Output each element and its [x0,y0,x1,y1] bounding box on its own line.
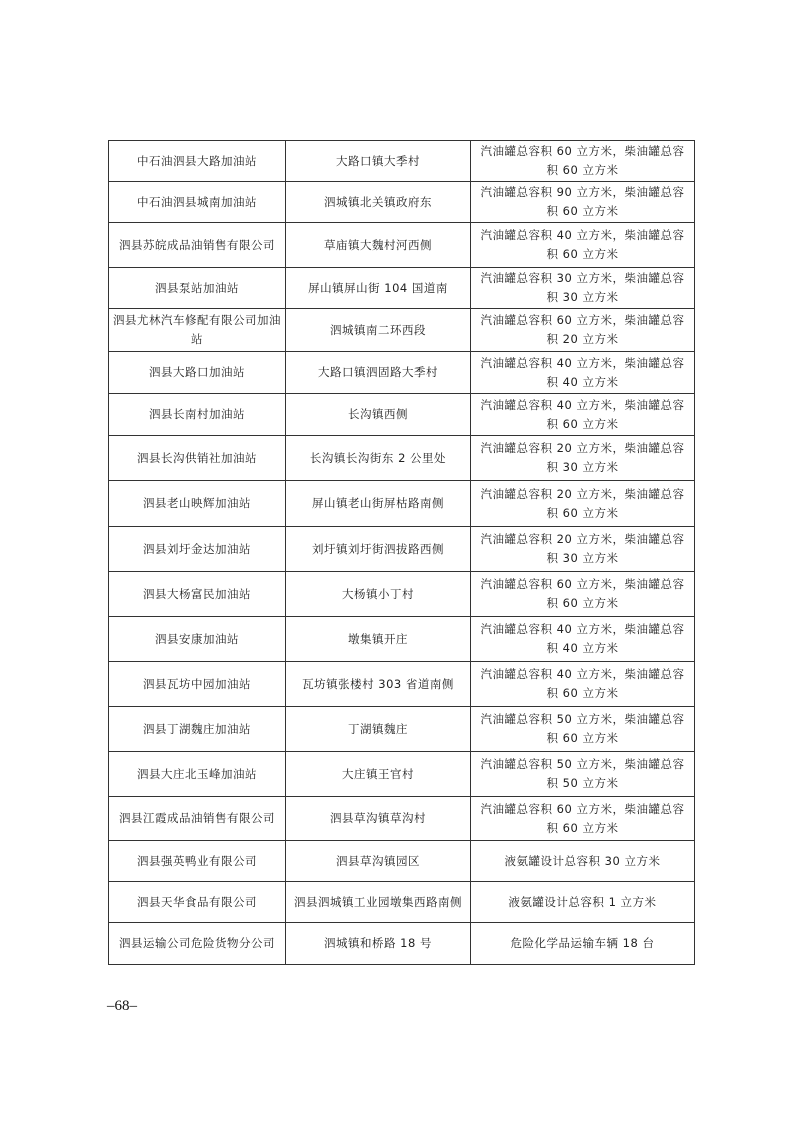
facility-name-cell: 泗县大杨富民加油站 [109,572,286,617]
table-row [109,841,695,882]
facility-location-cell: 大杨镇小丁村 [286,572,471,617]
facility-capacity-cell: 汽油罐总容积 40 立方米，柴油罐总容积 60 立方米 [471,662,695,707]
table-row [109,182,695,223]
facility-capacity-cell: 汽油罐总容积 40 立方米，柴油罐总容积 40 立方米 [471,352,695,394]
facility-table [108,140,695,965]
facility-capacity-cell: 汽油罐总容积 50 立方米，柴油罐总容积 60 立方米 [471,707,695,752]
facility-name-cell: 泗县江霞成品油销售有限公司 [109,797,286,841]
facility-capacity-cell: 汽油罐总容积 60 立方米，柴油罐总容积 60 立方米 [471,572,695,617]
facility-name-cell: 泗县瓦坊中园加油站 [109,662,286,707]
facility-location-cell: 刘圩镇刘圩街泗拔路西侧 [286,527,471,572]
table-row [109,752,695,797]
table-body [109,141,695,965]
facility-capacity-cell: 汽油罐总容积 90 立方米，柴油罐总容积 60 立方米 [471,182,695,223]
facility-location-cell: 泗城镇北关镇政府东 [286,182,471,223]
table-row [109,797,695,841]
facility-location-cell: 大路口镇泗固路大季村 [286,352,471,394]
table-row [109,707,695,752]
table-row [109,527,695,572]
facility-location-cell: 长沟镇长沟街东 2 公里处 [286,436,471,481]
facility-name-cell: 泗县大路口加油站 [109,352,286,394]
facility-name-cell: 泗县尤林汽车修配有限公司加油站 [109,309,286,352]
facility-name-cell: 泗县长南村加油站 [109,394,286,436]
table-row [109,309,695,352]
facility-capacity-cell: 汽油罐总容积 40 立方米，柴油罐总容积 60 立方米 [471,223,695,268]
facility-name-cell: 泗县强英鸭业有限公司 [109,841,286,882]
facility-name-cell: 泗县天华食品有限公司 [109,882,286,923]
table-row [109,617,695,662]
facility-capacity-cell: 汽油罐总容积 40 立方米，柴油罐总容积 60 立方米 [471,394,695,436]
table-row [109,882,695,923]
page-number: –68– [107,998,137,1014]
facility-capacity-cell: 汽油罐总容积 20 立方米，柴油罐总容积 30 立方米 [471,527,695,572]
facility-capacity-cell: 液氨罐设计总容积 1 立方米 [471,882,695,923]
facility-name-cell: 泗县老山映辉加油站 [109,481,286,527]
facility-capacity-cell: 汽油罐总容积 60 立方米，柴油罐总容积 20 立方米 [471,309,695,352]
table-row [109,481,695,527]
facility-location-cell: 屏山镇屏山街 104 国道南 [286,268,471,309]
facility-name-cell: 泗县丁湖魏庄加油站 [109,707,286,752]
facility-name-cell: 泗县苏皖成品油销售有限公司 [109,223,286,268]
table-row [109,141,695,182]
facility-capacity-cell: 汽油罐总容积 20 立方米，柴油罐总容积 60 立方米 [471,481,695,527]
facility-location-cell: 泗县草沟镇园区 [286,841,471,882]
facility-name-cell: 泗县泵站加油站 [109,268,286,309]
facility-capacity-cell: 汽油罐总容积 40 立方米，柴油罐总容积 40 立方米 [471,617,695,662]
facility-name-cell: 泗县长沟供销社加油站 [109,436,286,481]
facility-location-cell: 大路口镇大季村 [286,141,471,182]
facility-name-cell: 泗县刘圩金达加油站 [109,527,286,572]
table-row [109,662,695,707]
table-row [109,352,695,394]
facility-name-cell: 泗县运输公司危险货物分公司 [109,923,286,965]
facility-name-cell: 泗县安康加油站 [109,617,286,662]
facility-location-cell: 泗县草沟镇草沟村 [286,797,471,841]
facility-capacity-cell: 液氨罐设计总容积 30 立方米 [471,841,695,882]
facility-location-cell: 墩集镇开庄 [286,617,471,662]
facility-name-cell: 泗县大庄北玉峰加油站 [109,752,286,797]
table-row [109,223,695,268]
facility-location-cell: 瓦坊镇张楼村 303 省道南侧 [286,662,471,707]
facility-location-cell: 长沟镇西侧 [286,394,471,436]
facility-capacity-cell: 汽油罐总容积 60 立方米，柴油罐总容积 60 立方米 [471,141,695,182]
facility-name-cell: 中石油泗县大路加油站 [109,141,286,182]
facility-location-cell: 泗城镇和桥路 18 号 [286,923,471,965]
facility-location-cell: 草庙镇大魏村河西侧 [286,223,471,268]
facility-location-cell: 丁湖镇魏庄 [286,707,471,752]
facility-capacity-cell: 危险化学品运输车辆 18 台 [471,923,695,965]
facility-name-cell: 中石油泗县城南加油站 [109,182,286,223]
facility-capacity-cell: 汽油罐总容积 60 立方米，柴油罐总容积 60 立方米 [471,797,695,841]
facility-location-cell: 泗城镇南二环西段 [286,309,471,352]
table-row [109,923,695,965]
facility-capacity-cell: 汽油罐总容积 20 立方米，柴油罐总容积 30 立方米 [471,436,695,481]
facility-capacity-cell: 汽油罐总容积 50 立方米，柴油罐总容积 50 立方米 [471,752,695,797]
table-row [109,436,695,481]
facility-location-cell: 大庄镇王官村 [286,752,471,797]
facility-location-cell: 泗县泗城镇工业园墩集西路南侧 [286,882,471,923]
table-row [109,394,695,436]
table-row [109,268,695,309]
facility-capacity-cell: 汽油罐总容积 30 立方米，柴油罐总容积 30 立方米 [471,268,695,309]
facility-location-cell: 屏山镇老山街屏枯路南侧 [286,481,471,527]
table-row [109,572,695,617]
